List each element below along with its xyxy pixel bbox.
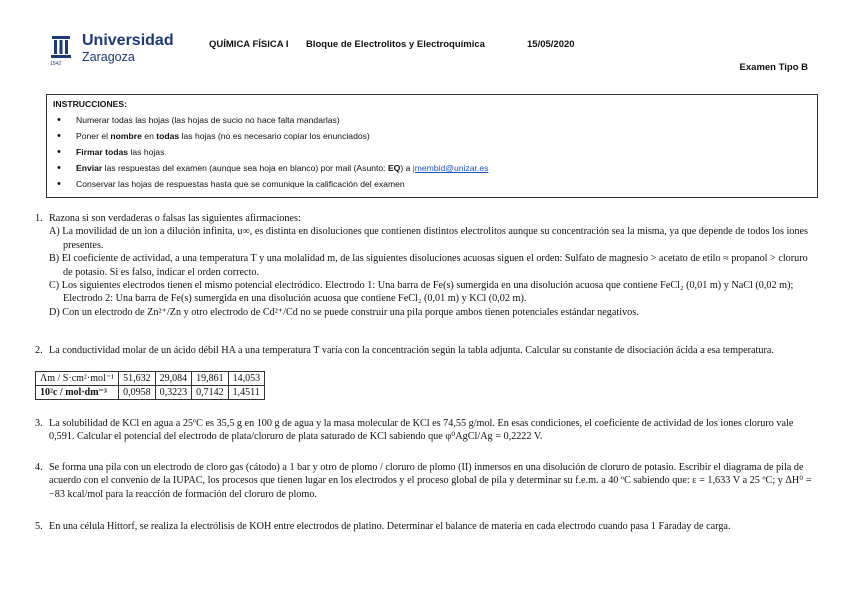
conductivity-table <box>35 371 265 400</box>
subject-title: QUÍMICA FÍSICA I <box>209 39 289 50</box>
instructions-box <box>46 94 818 198</box>
exam-date: 15/05/2020 <box>527 39 575 50</box>
table-row-label: 10²c / mol·dm⁻³ <box>36 386 119 400</box>
q1-d: D) Con un electrodo de Zn²⁺/Zn y otro electrodo de Cd²⁺/Cd no se puede construir una pila porque ambos tienen potenciales estándar negativos. <box>49 306 639 318</box>
table-cell: 1,4511 <box>228 386 265 400</box>
q3-text: La solubilidad de KCl en agua a 25ºC es 35,5 g en 100 g de agua y la masa molecular de KCl es 74,55 g/mol. En esas condiciones, el coeficiente de actividad de los iones cloruro vale 0,591. Calcular el potencial del electrodo de plata/cloruro de plata saturado de KCl sabiendo que φ⁰AgCl/Ag = 0,2222 V. <box>49 418 794 443</box>
instruction-item: • Firmar todas las hojas <box>53 144 811 160</box>
instructions-title: INSTRUCCIONES: <box>53 99 128 109</box>
instruction-item: • Conservar las hojas de respuestas hasta que se comunique la calificación del examen <box>53 176 811 192</box>
table-cell: 0,3223 <box>155 386 192 400</box>
instructions-list <box>53 112 811 192</box>
email-link[interactable]: jmembid@unizar.es <box>412 163 489 173</box>
table-cell: 29,084 <box>155 372 192 386</box>
university-logo <box>50 34 180 74</box>
q1-c: C) Los siguientes electrodos tienen el mismo potencial electródico. Electrodo 1: Una barra de Fe(s) sumergida en una disolución acuosa que contiene FeCl₂ (0,01 m) y NaCl (0,02 m); Electrodo 2: Una barra de Fe(s) sumergida en una disolución acuosa que contiene FeCl₂ (0,01 m) y KCl (0,02 m). <box>49 280 794 305</box>
q5-text: En una célula Hittorf, se realiza la electrólisis de KOH entre electrodos de platino. Determinar el balance de materia en cada electrodo cuando pasa 1 Faraday de carga. <box>49 521 731 532</box>
question-4: 4. Se forma una pila con un electrodo de cloro gas (cátodo) a 1 bar y otro de plomo / cloruro de plomo (II) inmersos en una disolución de cloruro de potasio. Escribir el diagrama de pila de acuerdo con el convenio de la IUPAC, los procesos que tienen lugar en los electrodos y el proceso global de pila y determinar su f.e.m. a 40 ºC sabiendo que: ε = 1,633 V a 25 ºC; y ΔH⁰ = −83 kcal/mol para la reacción de formación del cloruro de plomo. <box>35 462 812 500</box>
table-cell: 0,7142 <box>192 386 229 400</box>
instruction-item: • Numerar todas las hojas (las hojas de sucio no hace falta mandarlas) <box>53 112 811 128</box>
q1-intro: Razona si son verdaderas o falsas las siguientes afirmaciones: <box>49 213 301 224</box>
table-cell: 0,0958 <box>119 386 156 400</box>
q2-text: La conductividad molar de un ácido débil HA a una temperatura T varía con la concentración según la tabla adjunta. Calcular su constante de disociación ácida a esa temperatura. <box>49 345 774 356</box>
question-3: 3. La solubilidad de KCl en agua a 25ºC es 35,5 g en 100 g de agua y la masa molecular de KCl es 74,55 g/mol. En esas condiciones, el coeficiente de actividad de los iones cloruro vale 0,591. Calcular el potencial del electrodo de plata/cloruro de plata saturado de KCl sabiendo que φ⁰AgCl/Ag = 0,2222 V. <box>35 417 813 444</box>
table-cell: 19,861 <box>192 372 229 386</box>
table-cell: 51,632 <box>119 372 156 386</box>
table-row <box>36 372 265 386</box>
question-2: 2. La conductividad molar de un ácido débil HA a una temperatura T varía con la concentración según la tabla adjunta. Calcular su constante de disociación ácida a esa temperatura. <box>35 344 813 357</box>
table-cell: 14,053 <box>228 372 265 386</box>
question-5: 5. En una célula Hittorf, se realiza la electrólisis de KOH entre electrodos de platino. Determinar el balance de materia en cada electrodo cuando pasa 1 Faraday de carga. <box>35 520 813 533</box>
logo-year: 1542 <box>50 61 62 67</box>
exam-type: Examen Tipo B <box>739 62 808 73</box>
q1-a: A) La movilidad de un ion a dilución infinita, u∞, es distinta en disoluciones que contienen distintos electrolitos aunque su concentración sea la misma, ya que depende de todos los iones presentes. <box>49 226 808 251</box>
instruction-item: • Enviar las respuestas del examen (aunque sea hoja en blanco) por mail (Asunto: EQ) a jmembid@unizar.es <box>53 160 811 176</box>
logo-zaragoza: Zaragoza <box>82 50 135 64</box>
table-row <box>36 386 265 400</box>
question-1: 1. Razona si son verdaderas o falsas las siguientes afirmaciones: A) La movilidad de un ion a dilución infinita, u∞, es distinta en disoluciones que contienen distintos electrolitos aunque su concentración sea la misma, ya que depende de todos los iones presentes. B) El coeficiente de actividad, a una temperatura T y una molalidad m, de las siguientes disoluciones acuosas siguen el orden: Sulfato de magnesio > acetato de etilo ≈ propanol > cloruro de potasio. Si es falso, indicar el orden correcto. C) Los siguientes electrodos tienen el mismo potencial electródico. Electrodo 1: Una barra de Fe(s) sumergida en una disolución acuosa que contiene FeCl₂ (0,01 m) y NaCl (0,02 m); Electrodo 2: Una barra de Fe(s) sumergida en una disolución acuosa que contiene FeCl₂ (0,01 m) y KCl (0,02 m). D) Con un electrodo de Zn²⁺/Zn y otro electrodo de Cd²⁺/Cd no se puede construir una pila porque ambos tienen potenciales estándar negativos. <box>35 212 813 319</box>
q1-b: B) El coeficiente de actividad, a una temperatura T y una molalidad m, de las siguientes disoluciones acuosas siguen el orden: Sulfato de magnesio > acetato de etilo ≈ propanol > cloruro de potasio. Si es falso, indicar el orden correcto. <box>49 253 808 278</box>
instruction-item: • Poner el nombre en todas las hojas (no es necesario copiar los enunciados) <box>53 128 811 144</box>
q4-text: Se forma una pila con un electrodo de cloro gas (cátodo) a 1 bar y otro de plomo / cloruro de plomo (II) inmersos en una disolución de cloruro de potasio. Escribir el diagrama de pila de acuerdo con el convenio de la IUPAC, los procesos que tienen lugar en los electrodos y el proceso global de pila y determinar su f.e.m. a 40 ºC sabiendo que: ε = 1,633 V a 25 ºC; y ΔH⁰ = −83 kcal/mol para la reacción de formación del cloruro de plomo. <box>49 462 812 500</box>
table-row-label: Λm / S·cm²·mol⁻¹ <box>36 372 119 386</box>
logo-university: Universidad <box>82 32 174 49</box>
block-title: Bloque de Electrolitos y Electroquímica <box>306 39 485 50</box>
